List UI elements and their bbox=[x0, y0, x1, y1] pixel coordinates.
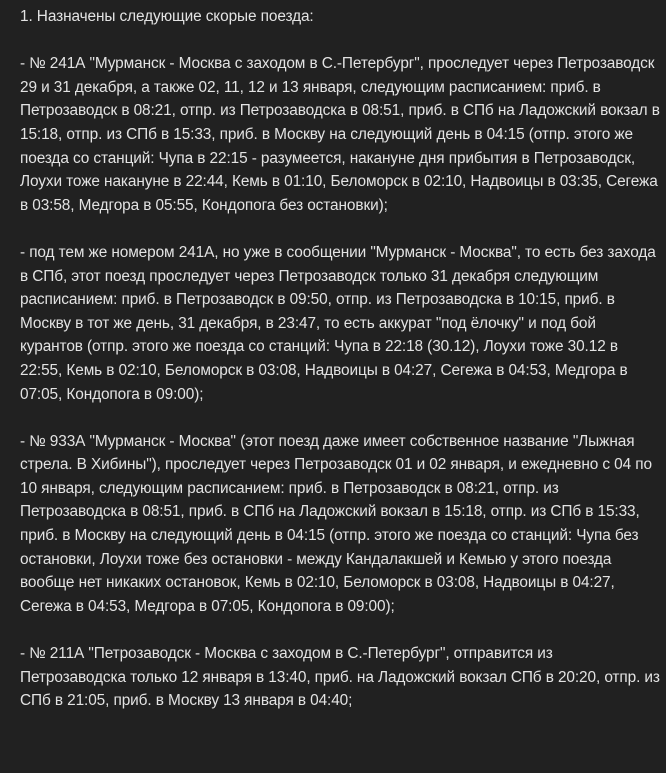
heading: 1. Назначены следующие скорые поезда: bbox=[20, 8, 314, 25]
paragraph-train-241a-direct: - под тем же номером 241А, но уже в сообщении "Мурманск - Москва", то есть без захода в СПб, этот поезд проследует через Петрозаводск только 31 декабря следующим расписанием: приб. в Петрозаводск в 09:50, отпр. из Петрозаводска в 10:15, приб. в Москву в тот же день, 31 декабря, в 23:47, то есть аккурат "под ёлочку" и под бой курантов (отпр. этого же поезда со станций: Чупа в 22:18 (30.12), Лоухи тоже 30.12 в 22:55, Кемь в 02:10, Беломорск в 03:08, Надвоицы в 04:27, Сегежа в 04:53, Медгора в 07:05, Кондопога в 09:00); bbox=[20, 243, 656, 403]
paragraph-train-211a: - № 211А "Петрозаводск - Москва с заходом в С.-Петербург", отправится из Петрозаводска только 12 января в 13:40, приб. на Ладожский вокзал СПб в 20:20, отпр. из СПб в 21:05, приб. в Москву 13 января в 04:40; bbox=[20, 645, 660, 710]
paragraph-train-933a: - № 933А "Мурманск - Москва" (этот поезд даже имеет собственное название "Лыжная стрела. В Хибины"), проследует через Петрозаводск 01 и 02 января, и ежедневно с 04 по 10 января, следующим расписанием: приб. в Петрозаводск в 08:21, отпр. из Петрозаводска в 08:51, приб. в СПб на Ладожский вокзал в 15:18, отпр. из СПб в 15:33, приб. в Москву на следующий день в 04:15 (отпр. этого же поезда со станций: Чупа без остановки, Лоухи тоже без остановки - между Кандалакшей и Кемью у этого поезда вообще нет никаких остановок, Кемь в 02:10, Беломорск в 03:08, Надвоицы в 04:27, Сегежа в 04:53, Медгора в 07:05, Кондопога в 09:00); bbox=[20, 432, 652, 615]
spacer bbox=[20, 217, 660, 241]
paragraph-train-241a-spb: - № 241А "Мурманск - Москва с заходом в С.-Петербург", проследует через Петрозаводск 29 и 31 декабря, а также 02, 11, 12 и 13 января, следующим расписанием: приб. в Петрозаводск в 08:21, отпр. из Петрозаводска в 08:51, приб. в СПб на Ладожский вокзал в 15:18, отпр. из СПб в 15:33, приб. в Москву на следующий день в 04:15 (отпр. этого же поезда со станций: Чупа в 22:15 - разумеется, накануне дня прибытия в Петрозаводск, Лоухи тоже накануне в 22:44, Кемь в 01:10, Беломорск в 02:10, Надвоицы в 03:35, Сегежа в 03:58, Медгора в 05:55, Кондопога без остановки); bbox=[20, 55, 660, 214]
spacer bbox=[20, 406, 660, 430]
spacer bbox=[20, 29, 660, 53]
spacer bbox=[20, 618, 660, 642]
